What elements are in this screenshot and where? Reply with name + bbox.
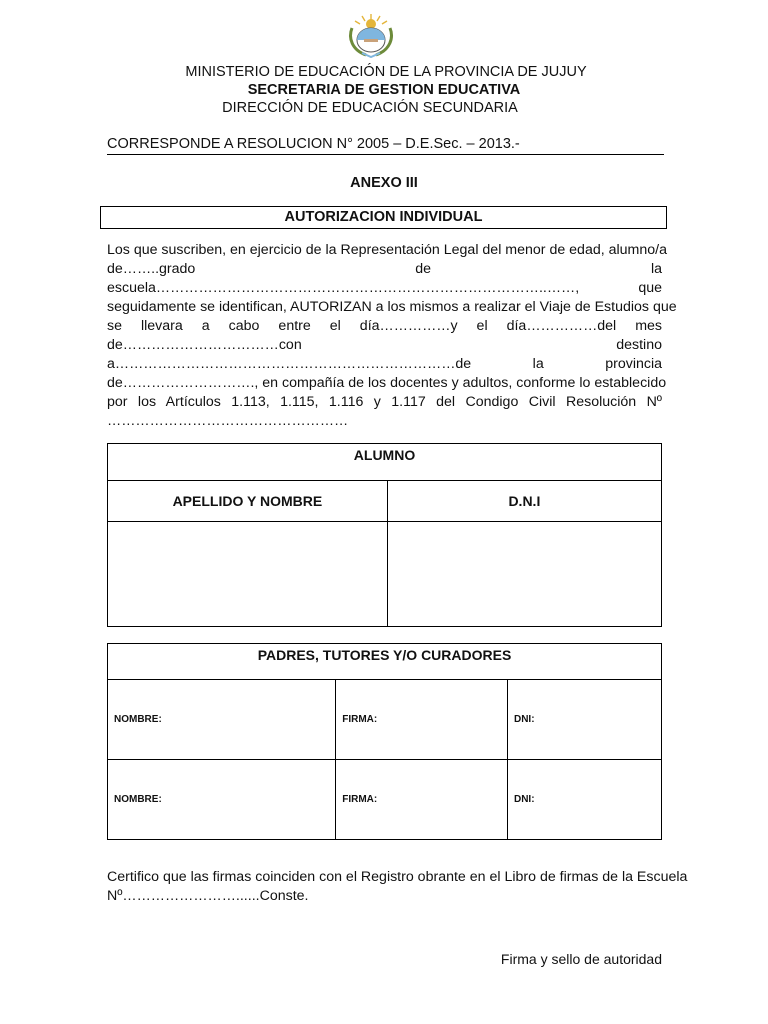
parent-dni-label: DNI: xyxy=(513,794,535,805)
student-name-header: APELLIDO Y NOMBRE xyxy=(108,481,388,522)
parent-name-label: NOMBRE: xyxy=(114,714,162,725)
resolution-reference: CORRESPONDE A RESOLUCION N° 2005 – D.E.Sec. – 2013.- xyxy=(107,135,664,155)
parent-name-field[interactable] xyxy=(108,760,336,840)
secretariat-heading: SECRETARIA DE GESTION EDUCATIVA xyxy=(247,82,521,98)
student-dni-header: D.N.I xyxy=(387,481,661,522)
paragraph-line: por los Artículos 1.113, 1.115, 1.116 y 1.117 del Condigo Civil Resolución Nº xyxy=(107,394,662,410)
paragraph-line: de……………………………con destino xyxy=(107,337,662,353)
paragraph-line: …………………………………………… xyxy=(107,413,349,429)
parent-row xyxy=(108,760,662,840)
student-dni-field[interactable] xyxy=(387,522,661,627)
authorization-paragraph xyxy=(107,241,677,431)
parent-name-field[interactable] xyxy=(108,680,336,760)
paragraph-line: seguidamente se identifican, AUTORIZAN a los mismos a realizar el Viaje de Estudios que xyxy=(107,299,677,315)
annex-title: ANEXO III xyxy=(350,175,418,191)
student-table-title: ALUMNO xyxy=(108,444,662,481)
student-name-field[interactable] xyxy=(108,522,388,627)
direction-heading: DIRECCIÓN DE EDUCACIÓN SECUNDARIA xyxy=(222,100,518,116)
paragraph-line: escuela………………………………………………………………………..……, que xyxy=(107,280,662,296)
certification-paragraph xyxy=(107,868,688,906)
authority-signature-label: Firma y sello de autoridad xyxy=(500,951,662,967)
parent-signature-label: FIRMA: xyxy=(342,714,378,725)
parents-table-title: PADRES, TUTORES Y/O CURADORES xyxy=(108,644,662,680)
paragraph-line: de……..grado de la xyxy=(107,261,662,277)
parent-dni-field[interactable] xyxy=(507,760,661,840)
certification-line: Certifico que las firmas coinciden con el Registro obrante en el Libro de firmas de la Escuela xyxy=(107,869,688,885)
coat-of-arms-icon xyxy=(344,12,398,58)
paragraph-line: a………………………………………………………………de la provincia xyxy=(107,356,662,372)
parents-table xyxy=(107,643,662,840)
parent-name-label: NOMBRE: xyxy=(114,794,162,805)
ministry-heading: MINISTERIO DE EDUCACIÓN DE LA PROVINCIA DE JUJUY xyxy=(185,64,587,80)
authorization-title-box xyxy=(100,206,667,229)
parent-signature-field[interactable] xyxy=(336,680,508,760)
paragraph-line: se llevara a cabo entre el día……………y el día……………del mes xyxy=(107,318,662,334)
student-table xyxy=(107,443,662,627)
parent-dni-label: DNI: xyxy=(513,714,535,725)
paragraph-line: Los que suscriben, en ejercicio de la Representación Legal del menor de edad, alumno/a xyxy=(107,242,667,258)
parent-row xyxy=(108,680,662,760)
parent-signature-label: FIRMA: xyxy=(342,794,378,805)
parent-dni-field[interactable] xyxy=(507,680,661,760)
authorization-title: AUTORIZACION INDIVIDUAL xyxy=(284,209,483,225)
paragraph-line: de………………………., en compañía de los docentes y adultos, conforme lo establecido xyxy=(107,375,667,391)
certification-line: Nº……………………......Conste. xyxy=(107,888,309,904)
parent-signature-field[interactable] xyxy=(336,760,508,840)
